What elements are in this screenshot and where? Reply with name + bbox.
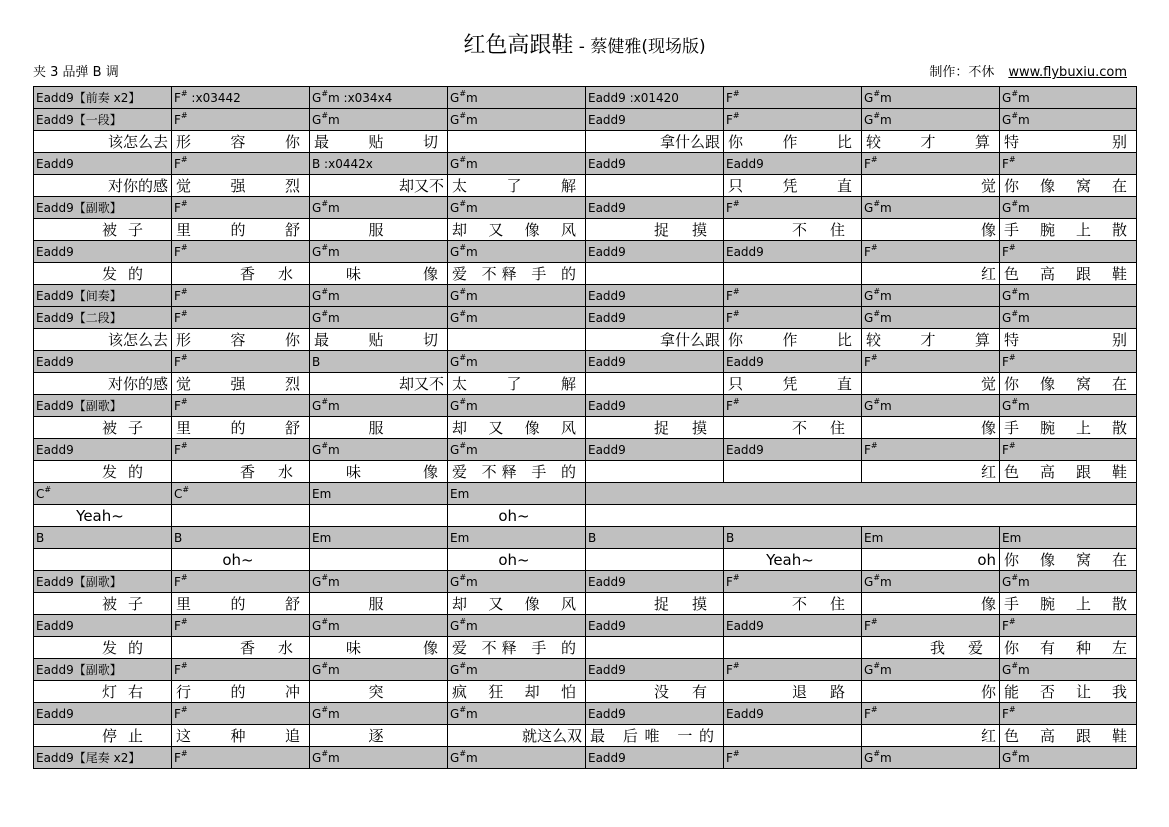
lyric-cell: 没 有 (586, 681, 724, 703)
lyric-cell: 被 子 (34, 417, 172, 439)
chord-cell: Eadd9 (586, 109, 724, 131)
lyric-cell (586, 637, 724, 659)
chord-cell: Eadd9 (586, 395, 724, 417)
chord-cell: F# (724, 109, 862, 131)
lyric-cell: 只 凭 直 (724, 373, 862, 395)
lyric-cell: 香 水 (172, 637, 310, 659)
chord-cell: G#m :x034x4 (310, 87, 448, 109)
chord-cell: Eadd9 :x01420 (586, 87, 724, 109)
chord-cell: F# (724, 197, 862, 219)
song-subtitle: - 蔡健雅(现场版) (573, 37, 706, 57)
chord-cell: G#m (448, 241, 586, 263)
lyric-cell: 该怎么去 (34, 329, 172, 351)
chord-cell: Em (448, 483, 586, 505)
lyric-row (34, 417, 1137, 439)
chord-cell: G#m (862, 659, 1000, 681)
lyric-cell: 爱 不释 手 的 (448, 637, 586, 659)
chord-cell: G#m (1000, 285, 1137, 307)
lyric-row (34, 681, 1137, 703)
chord-cell: F# (172, 351, 310, 373)
lyric-cell: 爱 不释 手 的 (448, 461, 586, 483)
lyric-cell: 色 高 跟 鞋 (1000, 461, 1137, 483)
chord-cell: Em (1000, 527, 1137, 549)
chord-cell: Eadd9 (586, 153, 724, 175)
lyric-row (34, 175, 1137, 197)
chord-cell: F# (172, 571, 310, 593)
chord-cell: Em (310, 483, 448, 505)
chord-cell: Eadd9 (586, 241, 724, 263)
chord-cell: F# (862, 241, 1000, 263)
chord-cell: G#m (310, 439, 448, 461)
lyric-cell: 退 路 (724, 681, 862, 703)
lyric-cell: 服 (310, 417, 448, 439)
lyric-cell (586, 175, 724, 197)
lyric-cell: 拿什么跟 (586, 131, 724, 153)
chord-row (34, 285, 1137, 307)
chord-cell: G#m (448, 747, 586, 769)
lyric-row (34, 637, 1137, 659)
chord-cell: Eadd9【副歌】 (34, 197, 172, 219)
chord-row (34, 109, 1137, 131)
chord-cell: G#m (310, 285, 448, 307)
chord-cell: Eadd9 (586, 747, 724, 769)
lyric-cell: 觉 强 烈 (172, 175, 310, 197)
lyric-cell: 发 的 (34, 461, 172, 483)
chord-cell: Eadd9【二段】 (34, 307, 172, 329)
chord-cell: F# (1000, 439, 1137, 461)
lyric-cell: 你 像 窝 在 (1000, 549, 1137, 571)
chord-cell: Eadd9【间奏】 (34, 285, 172, 307)
lyric-row (34, 373, 1137, 395)
lyric-cell: 不 住 (724, 593, 862, 615)
lyric-cell: 较 才 算 (862, 329, 1000, 351)
chord-cell: G#m (310, 109, 448, 131)
chord-row (34, 439, 1137, 461)
lyric-cell: oh~ (448, 505, 586, 527)
lyric-cell: 香 水 (172, 263, 310, 285)
chord-cell: Eadd9 (724, 351, 862, 373)
chord-cell: Eadd9【尾奏 x2】 (34, 747, 172, 769)
lyric-cell: 却 又 像 风 (448, 417, 586, 439)
chord-cell: G#m (862, 747, 1000, 769)
lyric-cell: 被 子 (34, 219, 172, 241)
lyric-cell: 特 别 (1000, 131, 1137, 153)
chord-cell: F# (724, 747, 862, 769)
chord-cell: G#m (862, 285, 1000, 307)
chord-cell: G#m (310, 703, 448, 725)
lyric-cell: 能 否 让 我 (1000, 681, 1137, 703)
lyric-cell: 香 水 (172, 461, 310, 483)
chord-row (34, 483, 1137, 505)
chord-cell (586, 483, 1137, 505)
chord-cell: Eadd9 (586, 307, 724, 329)
chord-cell: F# (862, 615, 1000, 637)
lyric-cell (586, 505, 1137, 527)
lyric-cell: 里 的 舒 (172, 593, 310, 615)
chord-cell: F# (724, 285, 862, 307)
chord-cell: Em (448, 527, 586, 549)
lyric-cell: 最 贴 切 (310, 329, 448, 351)
lyric-cell: 色 高 跟 鞋 (1000, 725, 1137, 747)
chord-cell: G#m (862, 87, 1000, 109)
lyric-cell: 你 (862, 681, 1000, 703)
chord-cell: Eadd9 (724, 439, 862, 461)
lyric-cell: 就这么双 (448, 725, 586, 747)
lyric-cell: 却 又 像 风 (448, 219, 586, 241)
chord-cell: G#m (862, 395, 1000, 417)
chord-cell: G#m (862, 197, 1000, 219)
lyric-cell: 较 才 算 (862, 131, 1000, 153)
lyric-row (34, 263, 1137, 285)
chord-cell: Eadd9 (586, 351, 724, 373)
chord-cell: C# (172, 483, 310, 505)
lyric-cell: 手 腕 上 散 (1000, 417, 1137, 439)
chord-cell: Eadd9【副歌】 (34, 659, 172, 681)
chord-cell: G#m (448, 395, 586, 417)
chord-cell: Eadd9【一段】 (34, 109, 172, 131)
lyric-cell (586, 461, 724, 483)
song-title: 红色高跟鞋 (463, 33, 574, 58)
chord-row (34, 307, 1137, 329)
chord-cell: F# (172, 659, 310, 681)
chord-cell: F# (862, 351, 1000, 373)
chord-cell: B (586, 527, 724, 549)
chord-cell: F# (724, 659, 862, 681)
chord-row (34, 571, 1137, 593)
lyric-row (34, 131, 1137, 153)
lyric-cell: 你 作 比 (724, 131, 862, 153)
chord-cell: F# (172, 307, 310, 329)
lyric-cell: 发 的 (34, 263, 172, 285)
chord-cell: F# (724, 571, 862, 593)
chord-cell: F# (862, 439, 1000, 461)
chord-cell: G#m (310, 307, 448, 329)
chord-cell: G#m (448, 571, 586, 593)
chord-cell: F# (1000, 615, 1137, 637)
chord-cell: G#m (448, 439, 586, 461)
lyric-row (34, 461, 1137, 483)
lyric-cell (448, 329, 586, 351)
lyric-cell (724, 263, 862, 285)
lyric-cell: 手 腕 上 散 (1000, 593, 1137, 615)
chord-cell: F# (724, 395, 862, 417)
lyric-cell: 却又不 (310, 175, 448, 197)
lyric-cell: 停 止 (34, 725, 172, 747)
website-link[interactable]: www.flybuxiu.com (1008, 65, 1127, 80)
lyric-cell: 最 后唯 一的 (586, 725, 724, 747)
chord-cell: G#m (1000, 659, 1137, 681)
lyric-row (34, 593, 1137, 615)
lyric-cell: 太 了 解 (448, 175, 586, 197)
chord-cell: F# (172, 395, 310, 417)
lyric-cell: 味 像 (310, 263, 448, 285)
chord-cell: G#m (1000, 307, 1137, 329)
chord-cell: Eadd9 (34, 153, 172, 175)
chord-cell: F# (172, 703, 310, 725)
chord-row (34, 87, 1137, 109)
lyric-cell: 这 种 追 (172, 725, 310, 747)
chord-cell: Eadd9 (724, 703, 862, 725)
lyric-row (34, 329, 1137, 351)
lyric-cell: 觉 (862, 175, 1000, 197)
lyric-cell: 捉 摸 (586, 593, 724, 615)
lyric-cell: 疯 狂 却 怕 (448, 681, 586, 703)
chord-cell: Eadd9 (34, 439, 172, 461)
lyric-cell: 里 的 舒 (172, 417, 310, 439)
lyric-cell: 色 高 跟 鞋 (1000, 263, 1137, 285)
chord-row (34, 527, 1137, 549)
chord-cell: F# (172, 439, 310, 461)
lyric-cell: 觉 强 烈 (172, 373, 310, 395)
chord-cell: Eadd9 (34, 615, 172, 637)
lyric-cell (724, 637, 862, 659)
lyric-cell: 味 像 (310, 637, 448, 659)
chord-cell: G#m (448, 87, 586, 109)
chord-cell: G#m (448, 659, 586, 681)
chord-cell: Eadd9 (586, 571, 724, 593)
lyric-cell: 逐 (310, 725, 448, 747)
chord-cell: F# (862, 703, 1000, 725)
lyric-cell: 服 (310, 593, 448, 615)
lyric-cell: 最 贴 切 (310, 131, 448, 153)
chord-cell: Eadd9 (34, 703, 172, 725)
lyric-row (34, 549, 1137, 571)
chord-row (34, 703, 1137, 725)
lyric-cell: 突 (310, 681, 448, 703)
lyric-row (34, 725, 1137, 747)
chord-cell: G#m (448, 307, 586, 329)
lyric-cell (448, 131, 586, 153)
credit-author: 制作：不休 (929, 65, 995, 80)
chord-cell: F# (1000, 241, 1137, 263)
lyric-cell: 你 作 比 (724, 329, 862, 351)
chord-cell: F# (724, 87, 862, 109)
chord-cell: F# (862, 153, 1000, 175)
chord-cell: F# (1000, 153, 1137, 175)
lyric-cell: oh~ (172, 549, 310, 571)
lyric-cell: 味 像 (310, 461, 448, 483)
lyric-cell (586, 549, 724, 571)
chord-cell: Eadd9 (724, 153, 862, 175)
lyric-cell: 行 的 冲 (172, 681, 310, 703)
lyric-cell: 服 (310, 219, 448, 241)
chord-cell: F# (172, 615, 310, 637)
chord-cell: Eadd9 (586, 615, 724, 637)
lyric-cell: 捉 摸 (586, 219, 724, 241)
capo-note: 夹 3 品弹 B 调 (33, 65, 119, 80)
chord-cell: G#m (862, 109, 1000, 131)
chord-cell: Eadd9【前奏 x2】 (34, 87, 172, 109)
chord-cell: B :x0442x (310, 153, 448, 175)
lyric-cell: oh (862, 549, 1000, 571)
chord-cell: F# (1000, 351, 1137, 373)
chord-cell: B (310, 351, 448, 373)
lyric-cell (34, 549, 172, 571)
chord-cell: Eadd9 (586, 703, 724, 725)
lyric-cell: oh~ (448, 549, 586, 571)
chord-cell: Em (862, 527, 1000, 549)
lyric-cell (724, 725, 862, 747)
lyric-cell: 我 爱 (862, 637, 1000, 659)
chord-cell: F# (724, 307, 862, 329)
lyric-cell: 拿什么跟 (586, 329, 724, 351)
lyric-cell: 捉 摸 (586, 417, 724, 439)
chord-cell: G#m (448, 703, 586, 725)
song-title-line (0, 30, 1169, 63)
chord-cell: G#m (310, 241, 448, 263)
chord-cell: Eadd9 (34, 351, 172, 373)
chord-cell: B (34, 527, 172, 549)
chord-cell: F# (172, 109, 310, 131)
chord-cell: G#m (310, 659, 448, 681)
chord-cell: Eadd9 (34, 241, 172, 263)
lyric-cell: 形 容 你 (172, 131, 310, 153)
chord-row (34, 351, 1137, 373)
chord-cell: G#m (448, 285, 586, 307)
lyric-cell: 对你的感 (34, 373, 172, 395)
chord-row (34, 747, 1137, 769)
chord-cell: G#m (1000, 197, 1137, 219)
lyric-cell: 特 别 (1000, 329, 1137, 351)
chord-cell: G#m (310, 571, 448, 593)
lyric-cell (586, 263, 724, 285)
lyric-cell: 形 容 你 (172, 329, 310, 351)
lyric-cell: 像 (862, 417, 1000, 439)
lyric-cell: 却又不 (310, 373, 448, 395)
chord-cell: G#m (448, 351, 586, 373)
lyric-cell: 觉 (862, 373, 1000, 395)
chord-cell: Eadd9【副歌】 (34, 395, 172, 417)
chord-cell: F# (172, 285, 310, 307)
lyric-cell: 灯 右 (34, 681, 172, 703)
lyric-cell (310, 549, 448, 571)
lyric-cell: Yeah~ (724, 549, 862, 571)
chord-cell: B (724, 527, 862, 549)
chord-cell: C# (34, 483, 172, 505)
chord-row (34, 153, 1137, 175)
chord-cell: Eadd9【副歌】 (34, 571, 172, 593)
chord-cell: F# (1000, 703, 1137, 725)
lyric-cell (172, 505, 310, 527)
lyric-cell: 红 (862, 725, 1000, 747)
chord-cell: Eadd9 (586, 197, 724, 219)
lyric-cell: 只 凭 直 (724, 175, 862, 197)
chord-cell: G#m (448, 197, 586, 219)
chord-cell: Eadd9 (724, 615, 862, 637)
chord-cell: G#m (310, 615, 448, 637)
lyric-cell: 红 (862, 263, 1000, 285)
chord-cell: G#m (1000, 109, 1137, 131)
chord-cell: F# :x03442 (172, 87, 310, 109)
lyric-cell: 里 的 舒 (172, 219, 310, 241)
chord-cell: G#m (310, 197, 448, 219)
lyric-cell: 对你的感 (34, 175, 172, 197)
lyric-cell: 发 的 (34, 637, 172, 659)
credit-line (929, 64, 1127, 82)
lyric-cell: 像 (862, 593, 1000, 615)
chord-cell: B (172, 527, 310, 549)
lyric-cell: 被 子 (34, 593, 172, 615)
chord-cell: F# (172, 197, 310, 219)
chord-cell: G#m (448, 153, 586, 175)
chord-cell: G#m (1000, 395, 1137, 417)
chord-row (34, 241, 1137, 263)
chord-cell: G#m (862, 307, 1000, 329)
chord-cell: G#m (1000, 87, 1137, 109)
chord-cell: F# (172, 747, 310, 769)
chord-cell: G#m (310, 747, 448, 769)
chord-cell: F# (172, 153, 310, 175)
chord-row (34, 395, 1137, 417)
chord-cell: Eadd9 (586, 285, 724, 307)
chord-cell: G#m (1000, 747, 1137, 769)
chord-cell: Eadd9 (586, 659, 724, 681)
chord-cell: G#m (310, 395, 448, 417)
lyric-cell: Yeah~ (34, 505, 172, 527)
lyric-cell: 你 有 种 左 (1000, 637, 1137, 659)
lyric-cell: 红 (862, 461, 1000, 483)
lyric-cell: 却 又 像 风 (448, 593, 586, 615)
lyric-cell (586, 373, 724, 395)
lyric-cell (310, 505, 448, 527)
lyric-cell: 你 像 窝 在 (1000, 373, 1137, 395)
lyric-cell: 你 像 窝 在 (1000, 175, 1137, 197)
chord-cell: Eadd9 (586, 439, 724, 461)
lyric-cell: 手 腕 上 散 (1000, 219, 1137, 241)
chord-cell: G#m (1000, 571, 1137, 593)
chord-cell: Eadd9 (724, 241, 862, 263)
lyric-row (34, 219, 1137, 241)
lyric-cell: 不 住 (724, 417, 862, 439)
chord-sheet-table (33, 86, 1137, 769)
lyric-cell: 太 了 解 (448, 373, 586, 395)
chord-cell: F# (172, 241, 310, 263)
lyric-cell: 不 住 (724, 219, 862, 241)
lyric-cell: 像 (862, 219, 1000, 241)
lyric-cell: 该怎么去 (34, 131, 172, 153)
chord-cell: G#m (862, 571, 1000, 593)
chord-cell: Em (310, 527, 448, 549)
lyric-cell: 爱 不释 手 的 (448, 263, 586, 285)
lyric-row (34, 505, 1137, 527)
chord-cell: G#m (448, 109, 586, 131)
chord-row (34, 659, 1137, 681)
chord-row (34, 197, 1137, 219)
lyric-cell (724, 461, 862, 483)
chord-cell: G#m (448, 615, 586, 637)
chord-row (34, 615, 1137, 637)
